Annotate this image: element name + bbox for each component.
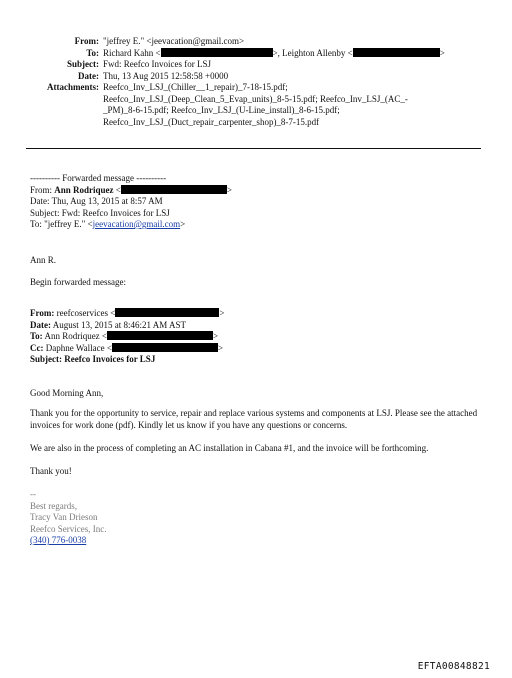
to-end: > (439, 47, 445, 58)
inner-date-label: Date: (30, 319, 51, 330)
from-open: < (113, 184, 121, 195)
inner-from-close: > (219, 308, 225, 318)
attachment-line: Reefco_Inv_LSJ_(Chiller__1_repair)_7-18-15.pdf; (103, 82, 288, 92)
signature-phone-link[interactable]: (340) 776-0038 (30, 535, 87, 545)
signature-name: Tracy Van Drieson (30, 512, 98, 522)
attachments-list (103, 82, 473, 128)
begin-forwarded-text: Begin forwarded message: (30, 277, 126, 287)
redaction-bar (161, 48, 273, 57)
to-close: > (180, 219, 186, 229)
inner-to (30, 331, 490, 343)
header-to-row (0, 48, 512, 60)
attachment-line: Reefco_Inv_LSJ_(Duct_repair_carpenter_shop)_8-7-15.pdf (103, 116, 320, 127)
from-prefix: From: (30, 184, 55, 195)
header-date-value: Thu, 13 Aug 2015 12:58:58 +0000 (103, 70, 229, 81)
message-paragraph-1: Thank you for the opportunity to service, repair and replace various systems and components at LSJ. Please see the attached invoices for work done (pdf). Kindly let us know if you have any questions or concerns. (30, 408, 478, 430)
forwarded-to (30, 219, 490, 231)
attachment-line: _PM)_8-6-15.pdf; Reefco_Inv_LSJ_(U-Line_install)_8-6-15.pdf; (103, 105, 340, 115)
document-id: EFTA00848821 (417, 661, 490, 672)
redaction-bar (107, 331, 213, 340)
to-recipient-2: >, Leighton Allenby < (272, 47, 353, 58)
inner-cc-label: Cc: (30, 342, 44, 353)
inner-cc-close: > (217, 342, 223, 353)
header-to-value (103, 48, 473, 60)
to-recipient-1: Richard Kahn < (103, 47, 161, 58)
redaction-bar (353, 48, 440, 57)
signature-company: Reefco Services, Inc. (30, 523, 107, 534)
inner-to-close: > (213, 331, 219, 341)
header-subject-row (0, 59, 512, 71)
forwarded-message-header (30, 173, 490, 231)
signature-dashes: -- (30, 489, 36, 499)
header-from-value: "jeffrey E." <jeevacation@gmail.com> (103, 36, 245, 46)
forwarded-from (30, 185, 490, 197)
attachment-line: Reefco_Inv_LSJ_(Deep_Clean_5_Evap_units)_8-5-15.pdf; Reefco_Inv_LSJ_(AC_- (103, 93, 408, 104)
header-divider (26, 148, 481, 149)
header-date-label: Date: (78, 70, 99, 81)
inner-from-value: reefcoservices < (54, 308, 116, 318)
header-attachments-label: Attachments: (47, 82, 99, 92)
outer-email-header (0, 36, 512, 128)
header-from-row (0, 36, 512, 48)
redaction-bar (112, 343, 218, 352)
message-paragraph-2: We are also in the process of completing an AC installation in Cabana #1, and the invoice will be forthcoming. (30, 443, 429, 453)
header-attachments-row (0, 82, 512, 128)
inner-cc (30, 343, 490, 355)
inner-date (30, 320, 490, 332)
inner-email-header (30, 308, 490, 366)
from-name: Ann Rodriquez (54, 184, 114, 195)
header-to-label: To: (86, 47, 99, 58)
forwarded-subject: Subject: Fwd: Reefco Invoices for LSJ (30, 207, 170, 218)
message-greeting: Good Morning Ann, (30, 388, 104, 398)
inner-cc-value: Daphne Wallace < (43, 342, 112, 353)
header-subject-value: Fwd: Reefco Invoices for LSJ (103, 59, 211, 69)
from-close: > (226, 184, 232, 195)
signature-regards: Best regards, (30, 500, 77, 511)
header-subject-label: Subject: (67, 59, 99, 69)
forwarded-date: Date: Thu, Aug 13, 2015 at 8:57 AM (30, 196, 163, 206)
to-prefix: To: "jeffrey E." < (30, 219, 93, 229)
email-link[interactable]: jeevacation@gmail.com (92, 219, 181, 229)
header-from-label: From: (74, 36, 99, 46)
signature-block (30, 489, 490, 547)
inner-date-value: August 13, 2015 at 8:46:21 AM AST (51, 319, 187, 330)
message-thanks: Thank you! (30, 466, 72, 476)
inner-subject: Subject: Reefco Invoices for LSJ (30, 354, 156, 364)
redaction-bar (115, 308, 219, 317)
inner-from (30, 308, 490, 320)
inner-to-label: To: (30, 331, 43, 341)
forwarded-banner: ---------- Forwarded message ---------- (30, 173, 167, 183)
sender-signoff: Ann R. (30, 255, 57, 265)
redaction-bar (121, 185, 227, 194)
inner-from-label: From: (30, 308, 55, 318)
inner-to-value: Ann Rodriquez < (42, 331, 108, 341)
header-date-row (0, 71, 512, 83)
